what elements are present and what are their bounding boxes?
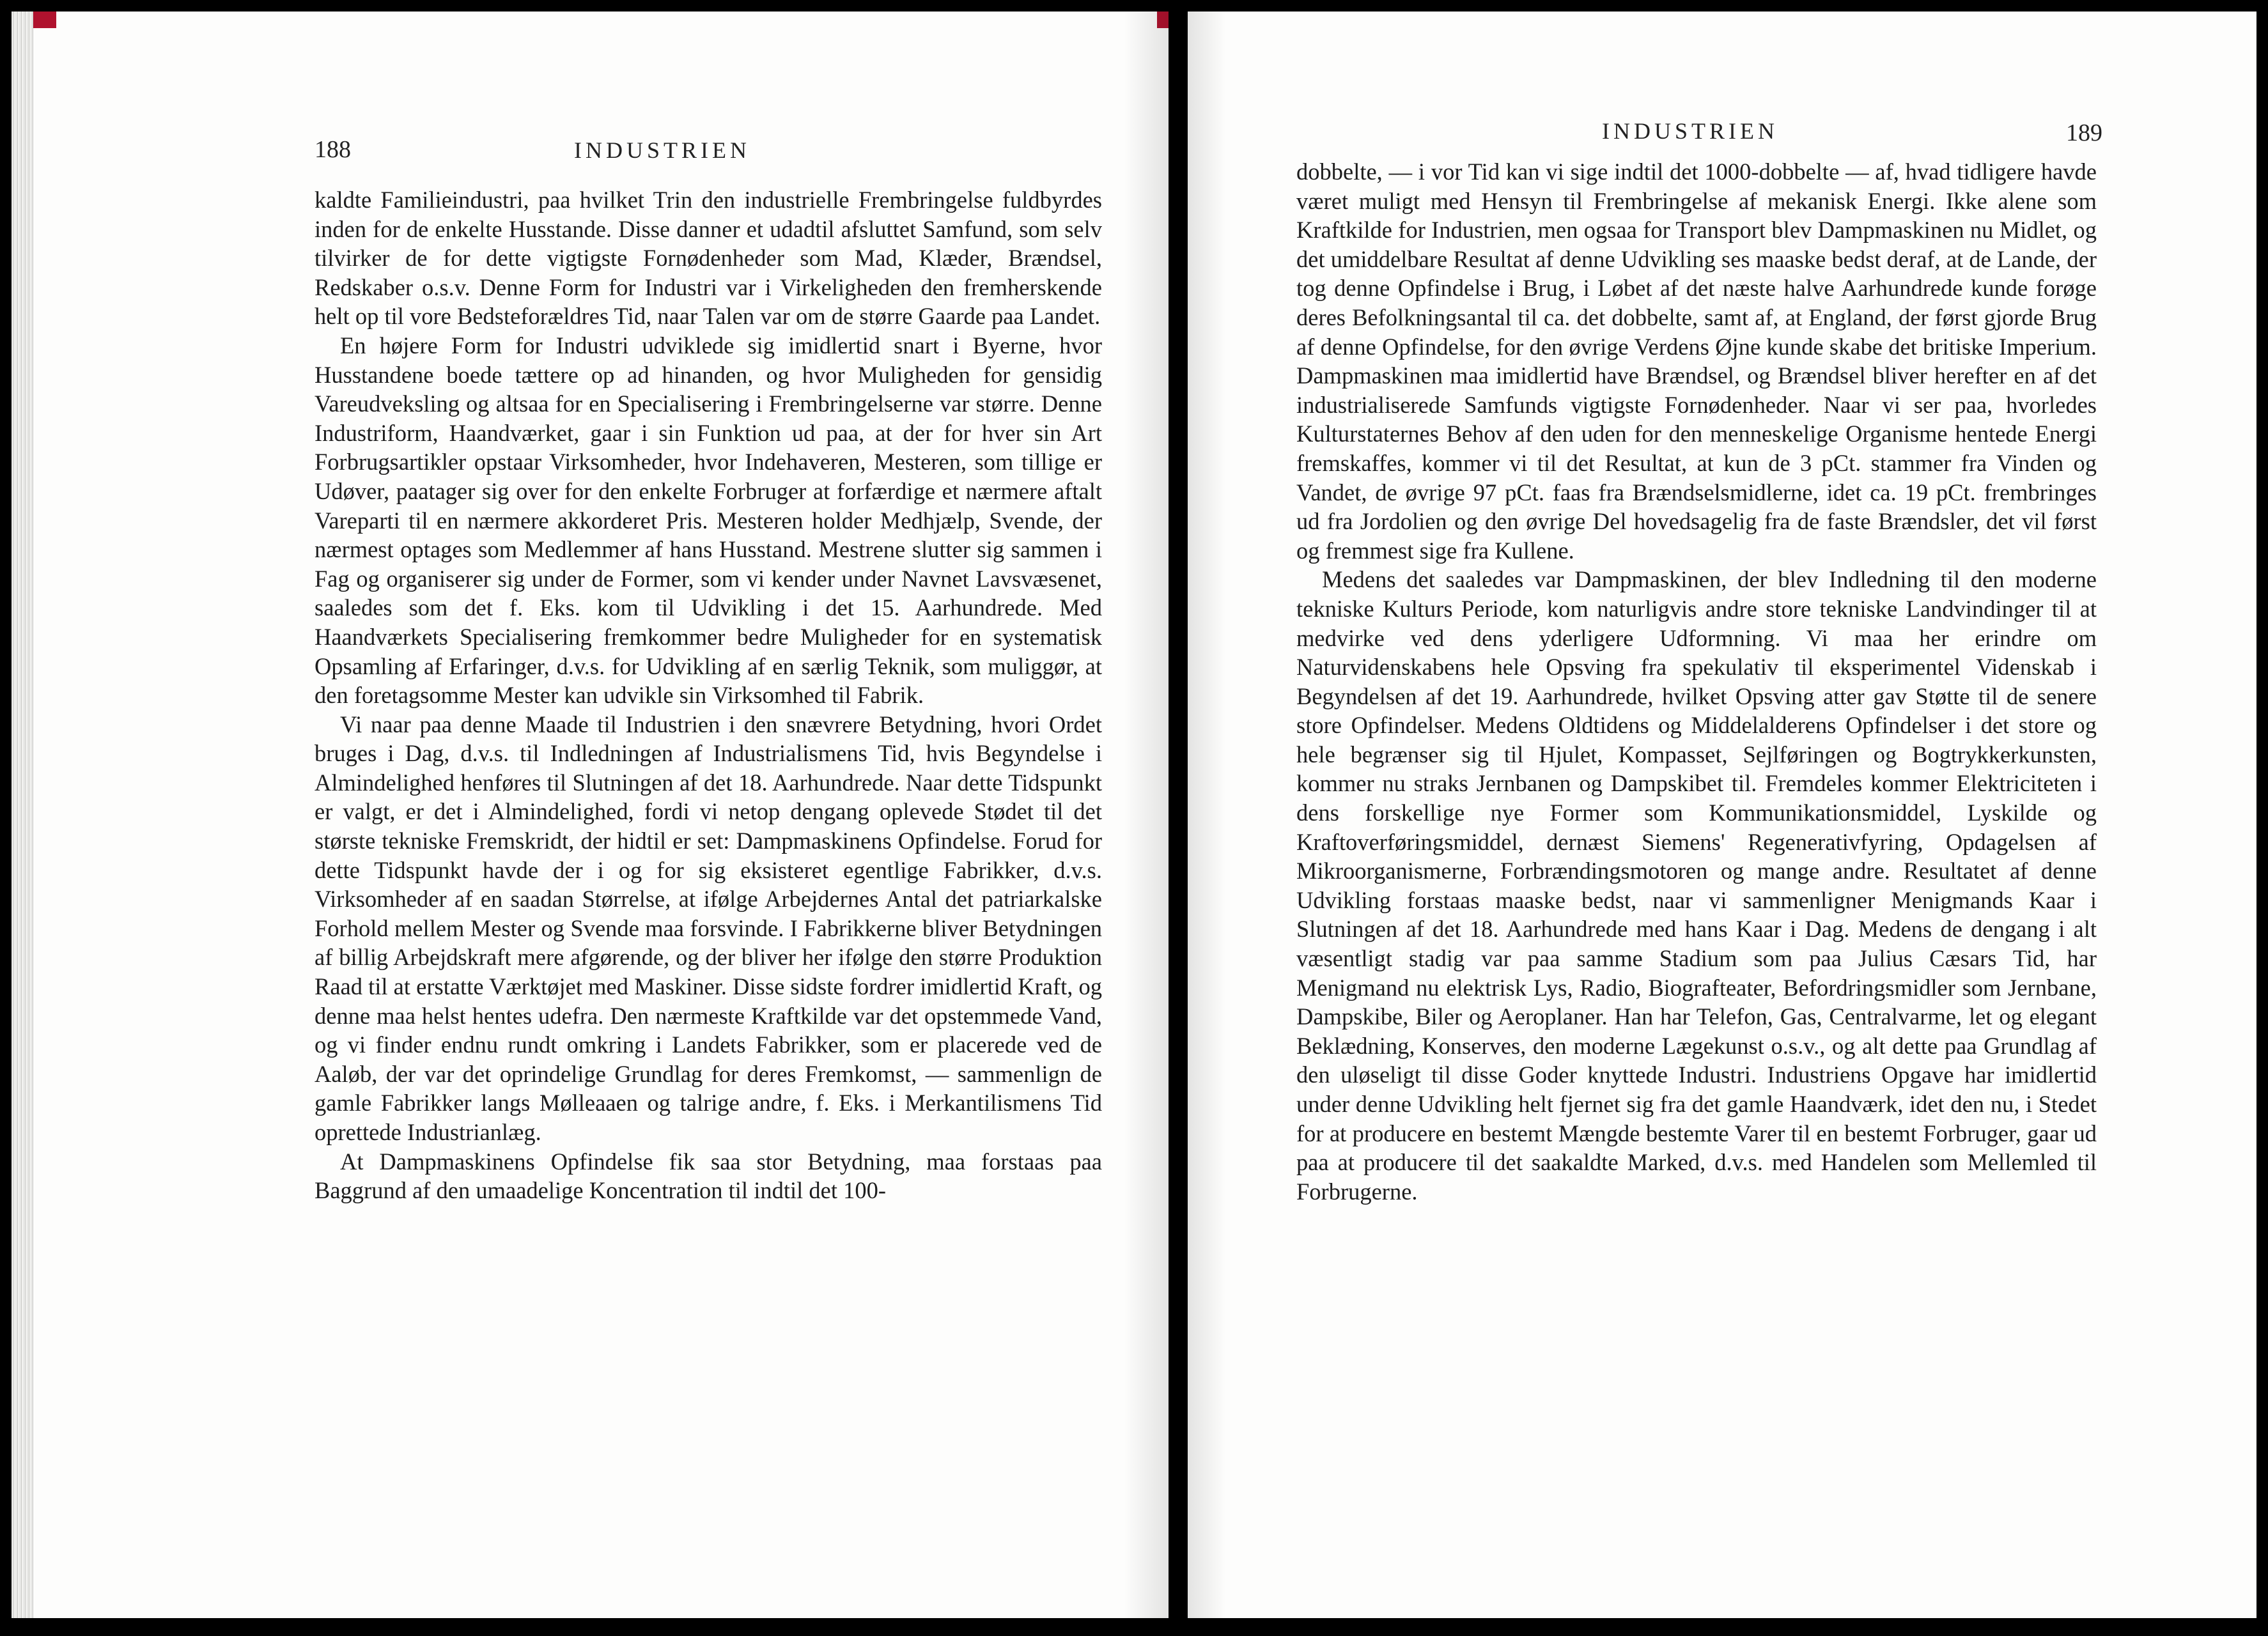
body-text — [315, 185, 1102, 1205]
paragraph: Medens det saaledes var Dampmaskinen, der blev Indledning til den moderne tekniske Kulturs Periode, kom naturligvis andre store tekniske Landvindinger til at medvirke ved dens yderligere Udformning. Vi maa her erindre om Naturvidenskabens hele Opsving fra spekulativ til eksperimentel Videnskab i Begyndelsen af det 19. Aarhundrede, hvilket Opsving atter gav Støtte til de senere store Opfindelser. Medens Oldtidens og Middelalderens Opfindelser i det store og hele begrænser sig til Hjulet, Kompasset, Sejlføringen og Bogtrykkerkunsten, kommer nu straks Jernbanen og Dampskibet til. Fremdeles kommer Elektriciteten i dens forskellige nye Former som Kommunikationsmiddel, Lyskilde og Kraftoverføringsmiddel, dernæst Siemens' Regenerativfyring, Opdagelsen af Mikroorganismerne, Forbrændingsmotoren og mange andre. Resultatet af denne Udvikling forstaas maaske bedst, naar vi sammenligner Menigmands Kaar i Slutningen af det 18. Aarhundrede med hans Kaar i Dag. Medens de dengang i alt væsentligt stadig var paa samme Stadium som paa Julius Cæsars Tid, har Menigmand nu elektrisk Lys, Radio, Biografteater, Befordringsmidler som Jernbane, Dampskibe, Biler og Aeroplaner. Han har Telefon, Gas, Centralvarme, let og elegant Beklædning, Konserves, den moderne Lægekunst o.s.v., og alt dette paa Grundlag af den uløseligt til disse Goder knyttede Industri. Industriens Opgave har imidlertid under denne Udvikling helt fjernet sig fra det gamle Haandværk, idet den nu, i Stedet for at producere en bestemt Mængde bestemte Varer til en bestemt Forbruger, gaar ud paa at producere til det saakaldte Marked, d.v.s. med Handelen som Mellemled til Forbrugerne. — [1296, 566, 2097, 1205]
body-text — [1296, 157, 2097, 1206]
page-number: 189 — [2066, 120, 2102, 146]
paragraph: At Dampmaskinens Opfindelse fik saa stor Betydning, maa forstaas paa Baggrund af den umaadelige Koncentration til indtil det 100- — [315, 1148, 1102, 1204]
gutter-shadow — [1188, 12, 1226, 1618]
left-page — [12, 12, 1169, 1618]
page-edges — [12, 12, 33, 1618]
right-page — [1188, 12, 2256, 1618]
paragraph: En højere Form for Industri udviklede sig imidlertid snart i Byerne, hvor Husstandene boede tættere op ad hinanden, og hvor Muligheden for gensidig Vareudveksling og altsaa for en Specialisering i Frembringelserne var større. Denne Industriform, Haandværket, gaar i sin Funktion ud paa, at der for hver sin Art Forbrugsartikler opstaar Virksomheder, hvor Indehaveren, Mesteren, som tillige er Udøver, paatager sig over for den enkelte Forbruger at forfærdige et nærmere aftalt Vareparti til en nærmere akkorderet Pris. Mesteren holder Medhjælp, Svende, der nærmest optages som Medlemmer af hans Husstand. Mestrene slutter sig sammen i Fag og organiserer sig under de Former, som vi kender under Navnet Lavsvæsenet, saaledes som det f. Eks. kom til Udvikling i det 15. Aarhundrede. Med Haandværkets Specialisering fremkommer bedre Muligheder for en systematisk Opsamling af Erfaringer, d.v.s. for Udvikling af en særlig Teknik, som muliggør, at den foretagsomme Mester kan udvikle sin Virksomhed til Fabrik. — [315, 332, 1102, 709]
paragraph: Vi naar paa denne Maade til Industrien i den snævrere Betydning, hvori Ordet bruges i Dag, d.v.s. til Indledningen af Industrialismens Tid, hvis Begyndelse i Almindelighed henføres til Slutningen af det 18. Aarhundrede. Naar dette Tidspunkt er valgt, er det i Almindelighed, fordi vi netop dengang oplevede Stødet til det største tekniske Fremskridt, der hidtil er set: Dampmaskinens Opfindelse. Forud for dette Tidspunkt havde der i og for sig eksisteret egentlige Fabrikker, d.v.s. Virksomheder af en saadan Størrelse, at ifølge Arbejdernes Antal det patriarkalske Forhold mellem Mester og Svende maa forsvinde. I Fabrikkerne bliver Betydningen af billig Arbejdskraft mere afgørende, og der bliver her ifølge den større Produktion Raad til at erstatte Værktøjet med Maskiner. Disse sidste fordrer imidlertid Kraft, og denne maa helst hentes udefra. Den nærmeste Kraftkilde var det opstemmede Vand, og vi finder endnu rundt omkring i Landets Fabrikker, som er placerede ved de Aaløb, der var det oprindelige Grundlag for deres Fremkomst, — sammenlign de gamle Fabrikker langs Mølleaaen og talrige andre, f. Eks. i Merkantilismens Tid oprettede Industrianlæg. — [315, 711, 1102, 1145]
paragraph: dobbelte, — i vor Tid kan vi sige indtil det 1000-dobbelte — af, hvad tidligere havde været muligt med Hensyn til Frembringelse af mekanisk Energi. Ikke alene som Kraftkilde for Industrien, men ogsaa for Transport blev Dampmaskinen nu Midlet, og det umiddelbare Resultat af denne Udvikling ses maaske bedst deraf, at de Lande, der tog denne Opfindelse i Brug, i Løbet af det næste halve Aarhundrede kunde forøge deres Befolkningsantal til ca. det dobbelte, samt af, at England, der først gjorde Brug af denne Opfindelse, for den øvrige Verdens Øjne kunde skabe det britiske Imperium. Dampmaskinen maa imidlertid have Brændsel, og Brændsel bliver herefter en af det industrialiserede Samfunds vigtigste Fornødenheder. Naar vi ser paa, hvorledes Kulturstaternes Behov af den uden for den menneskelige Organisme hentede Energi fremskaffes, kommer vi til det Resultat, at kun de 3 pCt. stammer fra Vinden og Vandet, de øvrige 97 pCt. faas fra Brændselsmidlerne, idet ca. 19 pCt. frembringes ud fra Jordolien og den øvrige Del hovedsagelig fra de faste Brændsler, det vil først og fremmest sige fra Kullene. — [1296, 158, 2097, 564]
running-head: INDUSTRIEN — [574, 137, 750, 163]
paragraph: kaldte Familieindustri, paa hvilket Trin den industrielle Frembringelse fuldbyrdes inden for de enkelte Husstande. Disse danner et udadtil afsluttet Samfund, som selv tilvirker de for dette vigtigste Fornødenheder som Mad, Klæder, Brændsel, Redskaber o.s.v. Denne Form for Industri var i Virkeligheden den fremherskende helt op til vore Bedsteforældres Tid, naar Talen var om de større Gaarde paa Landet. — [315, 187, 1102, 330]
gutter-shadow — [1124, 12, 1169, 1618]
running-head: INDUSTRIEN — [1602, 118, 1778, 144]
page-number: 188 — [315, 136, 351, 163]
